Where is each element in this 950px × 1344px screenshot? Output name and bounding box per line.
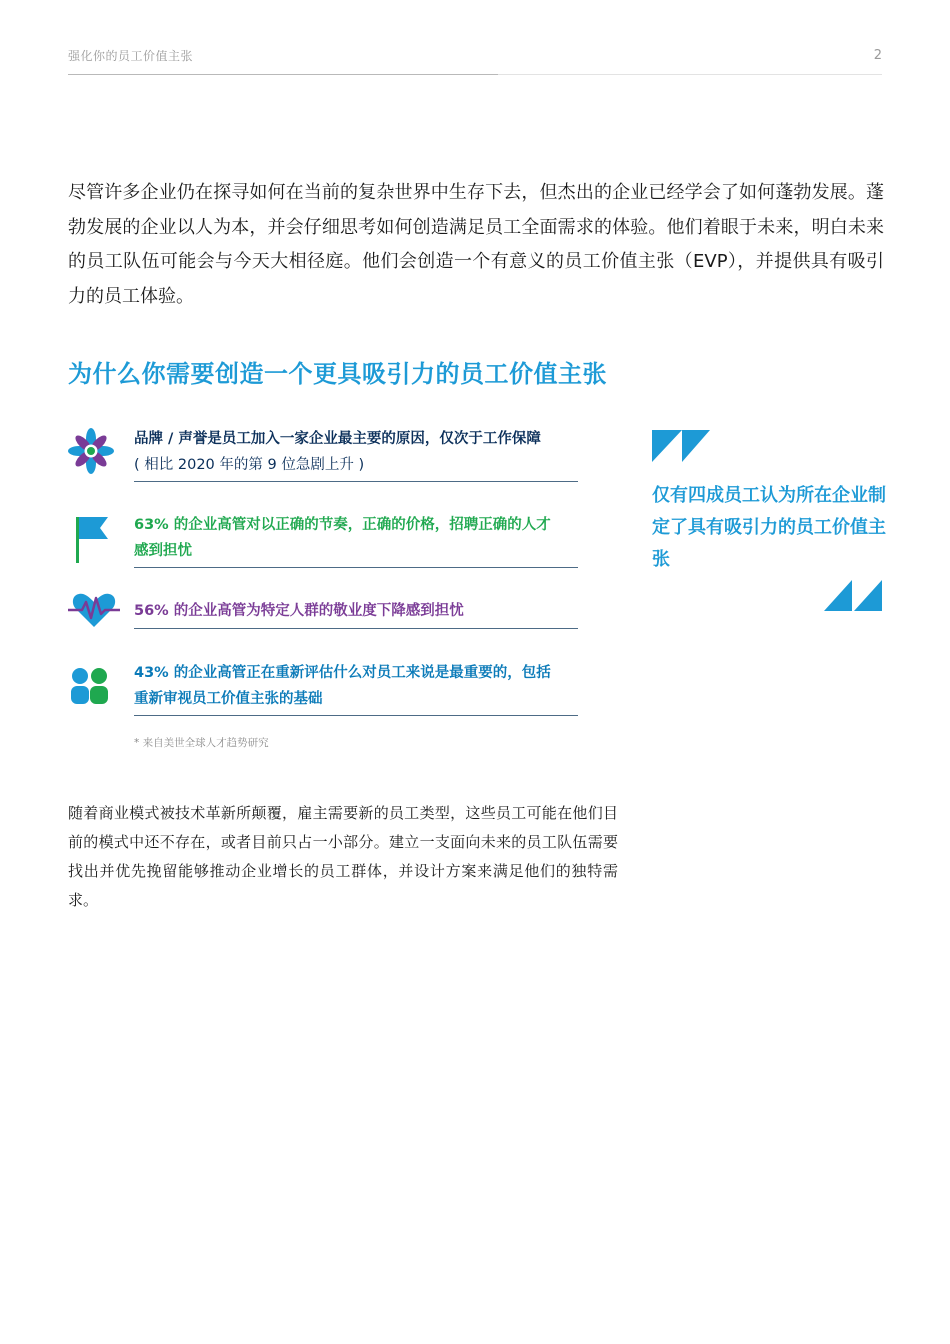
stat-text: 56% 的企业高管为特定人群的敬业度下降感到担忧 bbox=[134, 603, 464, 619]
callout-quote: 仅有四成员工认为所在企业制定了具有吸引力的员工价值主张 bbox=[652, 485, 886, 570]
people-icon bbox=[68, 666, 114, 712]
running-header-title: 强化你的员工价值主张 bbox=[68, 49, 194, 63]
stat-item-recruiting bbox=[68, 512, 578, 570]
stat-text: 43% 的企业高管正在重新评估什么对员工来说是最重要的，包括重新审视员工价值主张的基础 bbox=[134, 665, 551, 707]
page-number: 2 bbox=[873, 48, 882, 63]
stat-text bbox=[134, 426, 578, 478]
stat-headline: 品牌 / 声誉是员工加入一家企业最主要的原因，仅次于工作保障 bbox=[134, 431, 541, 447]
footnote: * 来自美世全球人才趋势研究 bbox=[134, 737, 269, 749]
stat-item-evp bbox=[68, 660, 578, 718]
stat-subtext: ( 相比 2020 年的第 9 位急剧上升 ) bbox=[134, 457, 365, 473]
stat-divider bbox=[134, 481, 578, 482]
stat-divider bbox=[134, 715, 578, 716]
flower-icon bbox=[68, 428, 114, 474]
heartbeat-icon bbox=[68, 590, 120, 636]
header-divider bbox=[68, 74, 498, 75]
close-quote-icon bbox=[822, 578, 882, 616]
stat-divider bbox=[134, 567, 578, 568]
flag-icon bbox=[68, 514, 114, 560]
intro-paragraph: 尽管许多企业仍在探寻如何在当前的复杂世界中生存下去，但杰出的企业已经学会了如何蓬勃发展。蓬勃发展的企业以人为本，并会仔细思考如何创造满足员工全面需求的体验。他们着眼于未来，明白未来的员工队伍可能会与今天大相径庭。他们会创造一个有意义的员工价值主张（EVP），并提供具有吸引力的员工体验。 bbox=[68, 182, 884, 307]
stat-divider bbox=[134, 628, 578, 629]
header-divider-light bbox=[498, 74, 882, 75]
stat-item-brand bbox=[68, 426, 578, 484]
stat-item-engagement bbox=[68, 596, 578, 630]
stat-text: 63% 的企业高管对以正确的节奏，正确的价格，招聘正确的人才感到担忧 bbox=[134, 517, 551, 559]
section-heading: 为什么你需要创造一个更具吸引力的员工价值主张 bbox=[68, 360, 607, 388]
open-quote-icon bbox=[652, 430, 712, 468]
closing-paragraph: 随着商业模式被技术革新所颠覆，雇主需要新的员工类型，这些员工可能在他们目前的模式中还不存在，或者目前只占一小部分。建立一支面向未来的员工队伍需要找出并优先挽留能够推动企业增长的员工群体，并设计方案来满足他们的独特需求。 bbox=[68, 804, 618, 909]
